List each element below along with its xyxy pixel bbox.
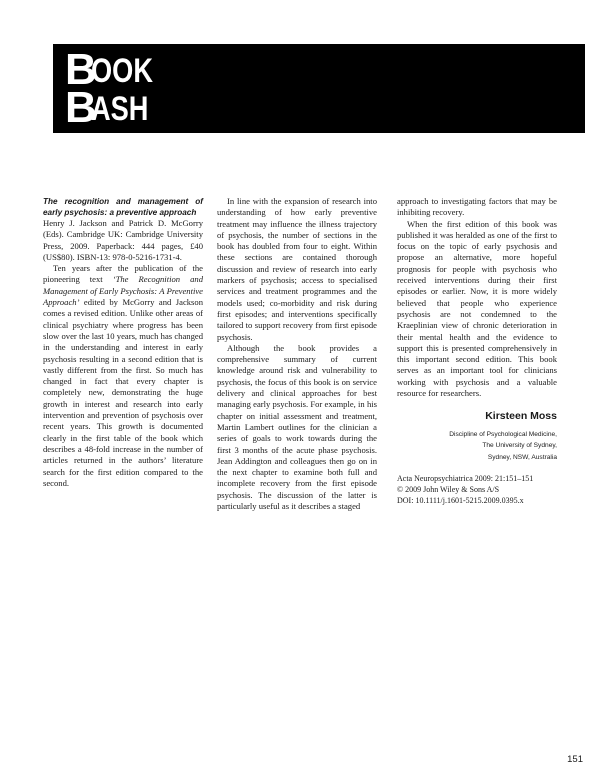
citation-line: Acta Neuropsychiatrica 2009: 21:151–151 <box>397 474 534 484</box>
logo-letter-b-bottom: B <box>65 83 97 132</box>
citation-doi: DOI: 10.1111/j.1601-5215.2009.0395.x <box>397 496 524 506</box>
bibliographic-info: Henry J. Jackson and Patrick D. McGorry (Eds). Cambridge UK: Cambridge University Press, 2009. Paperback: 444 pages, £40 (US$80). ISBN-13: 978-0-5216-1731-4. <box>43 218 203 262</box>
affiliation-line: Discipline of Psychological Medicine, <box>449 430 557 438</box>
page-number: 151 <box>567 754 583 765</box>
column-3 <box>397 196 557 506</box>
body-text: edited by McGorry and Jackson comes a revised edition. Unlike other areas of clinical psychiatry where progress has been slow over the last 10 years, much has changed in the understanding and interest in early psychosis resulting in a second edition that is vastly different from the first. So much has changed in fact that every chapter is completely new, demonstrating the huge growth in interest and research into early intervention and prevention of psychosis over recent years. This growth is documented clearly in the first table of the book which describes a 48-fold increase in the number of articles returned in the authors’ literature search for the first edition compared to the second. <box>43 297 203 488</box>
body-text: Ten years after the publication of the pioneering text <box>43 263 203 285</box>
reviewer-name: Kirsteen Moss <box>485 410 557 423</box>
body-paragraph: Although the book provides a comprehensive summary of current knowledge around risk and vulnerability to psychosis, the focus of this book is on service delivery and clinical approaches for best managing early psychosis. For example, in his chapter on initial assessment and treatment, Martin Lambert outlines for the clinician a series of goals to work towards during the first 3 months of the acute phase psychosis. Jean Addington and colleagues then go on in the next chapter to examine both full and incomplete recovery from the first episode psychosis. The discussion of the latter is particularly useful as it describes a staged <box>217 342 377 512</box>
citation-line: © 2009 John Wiley & Sons A/S <box>397 485 500 495</box>
book-bash-banner <box>53 44 585 133</box>
body-paragraph <box>43 263 203 489</box>
book-title-italic: ‘The Recognition and Management of Early Psychosis: A Preventive Approach’ <box>43 274 203 308</box>
column-2 <box>217 196 377 512</box>
column-1 <box>43 196 203 489</box>
logo-text-ash: ASH <box>91 90 149 128</box>
affiliation-line: The University of Sydney, <box>482 442 557 450</box>
body-paragraph: In line with the expansion of research into understanding of how early preventive treatment may influence the illness trajectory of psychosis, the number of sections in the book has doubled from four to eight. Within these sections are contained thorough discussion and review of research into early markers of psychosis; access to specialised services and treatment programmes and the models used; co-morbidity and risk during first episodes; and interventions specifically tailored to support recovery from first episode psychosis. <box>217 196 377 342</box>
logo-text-ook: OOK <box>91 52 153 90</box>
journal-citation <box>397 473 557 506</box>
review-title: The recognition and management of early psychosis: a preventive approach <box>43 197 203 217</box>
affiliation-line: Sydney, NSW, Australia <box>487 453 557 461</box>
reviewer-affiliation <box>397 429 557 464</box>
body-paragraph: When the first edition of this book was published it was heralded as one of the first to focus on the topic of early psychosis and propose an alternative, more hopeful prognosis for people with psychosis who received interventions during their first episodes or earlier. Now, it is more widely believed that people who experience psychosis are not condemned to the Kraeplinian view of chronic deterioration in their mental health and the evidence to support this is presented comprehensively in this important second edition. This book serves as an important tool for clinicians working with psychosis and a valuable resource for researchers. <box>397 218 557 399</box>
logo-letter-b-top: B <box>65 45 97 94</box>
body-paragraph: approach to investigating factors that may be inhibiting recovery. <box>397 196 557 218</box>
